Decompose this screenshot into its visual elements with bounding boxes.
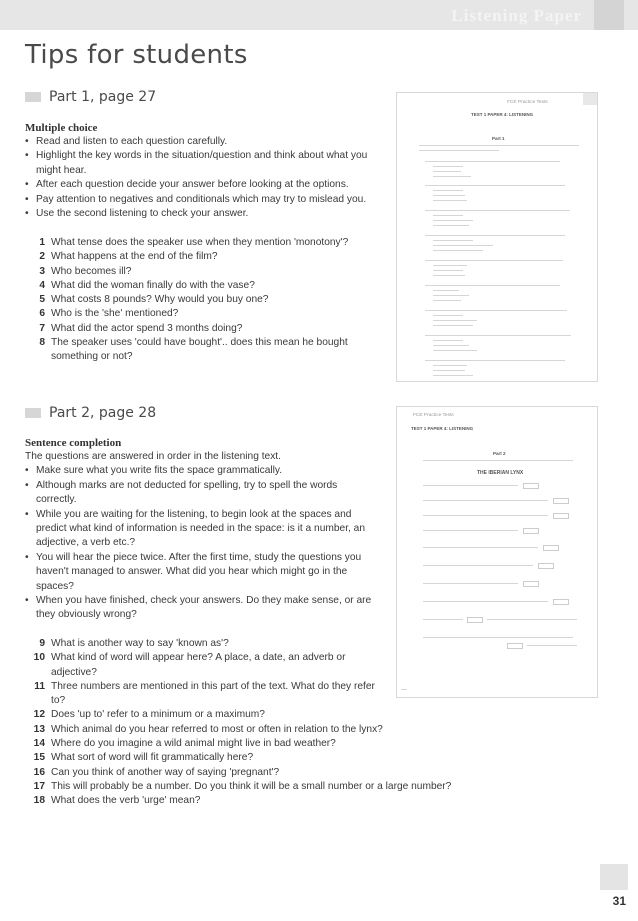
tip-bullet: • Highlight the key words in the situation/question and think about what you might hear. [25, 150, 368, 176]
question-item: 10 What kind of word will appear here? A place, a date, an adverb or adjective? [33, 652, 346, 678]
thumbnail-section: Part 2 [493, 451, 506, 456]
tip-bullet: • Make sure what you write fits the space grammatically. [25, 465, 283, 477]
part2-title: Part 2, page 28 [49, 405, 157, 421]
question-item: 5 What costs 8 pounds? Why would you buy one? [39, 294, 269, 306]
tip-bullet: • Use the second listening to check your answer. [25, 208, 249, 220]
section-title: Listening Paper [451, 6, 582, 25]
part1-questions [25, 236, 371, 365]
question-item: 1 What tense does the speaker use when they mention 'monotony'? [39, 237, 349, 248]
question-item: 6 Who is the 'she' mentioned? [39, 308, 179, 320]
page-number: 31 [612, 894, 626, 908]
part2-tips [25, 450, 380, 623]
thumbnail-running-head: FCE Practice Tests [507, 100, 548, 105]
header-tab [594, 0, 624, 30]
question-item: 14 Where do you imagine a wild animal might live in bad weather? [33, 738, 336, 750]
question-item: 2 What happens at the end of the film? [39, 251, 218, 263]
header-bar [0, 0, 638, 30]
thumbnail-tab [583, 93, 597, 105]
question-item: 13 Which animal do you hear referred to most or often in relation to the lynx? [33, 723, 383, 735]
question-item: 12 Does 'up to' refer to a minimum or a maximum? [33, 709, 265, 721]
part1-exam-thumbnail [396, 92, 598, 382]
question-item: 7 What did the actor spend 3 months doing? [39, 322, 243, 334]
question-item: 11 Three numbers are mentioned in this part of the text. What do they refer to? [34, 680, 375, 707]
question-item: 9 What is another way to say 'known as'? [39, 638, 229, 649]
page-title: Tips for students [25, 40, 248, 70]
question-item: 17 This will probably be a number. Do you think it will be a small number or a large number? [33, 780, 452, 792]
question-item: 3 Who becomes ill? [39, 265, 132, 277]
part1-tips [25, 135, 380, 221]
thumbnail-section: Part 1 [492, 136, 505, 141]
tip-bullet: • Pay attention to negatives and conditionals which may try to mislead you. [25, 193, 367, 205]
part1-heading [25, 89, 156, 105]
part2-heading [25, 405, 156, 421]
thumbnail-heading: THE IBERIAN LYNX [477, 470, 524, 476]
part2-subheading: Sentence completion [25, 437, 122, 449]
thumbnail-title: TEST 1 PAPER 4: LISTENING [471, 112, 534, 117]
thumbnail-title: TEST 1 PAPER 4: LISTENING [411, 426, 474, 431]
tip-bullet: • You will hear the piece twice. After the first time, study the questions you haven't managed to answer. What did you hear which might go in the spaces? [25, 551, 362, 592]
footer-tab [600, 864, 628, 890]
question-item: 16 Can you think of another way of saying 'pregnant'? [33, 766, 280, 778]
part2-intro: The questions are answered in order in the listening text. [25, 451, 281, 462]
question-item: 15 What sort of word will fit grammatically here? [33, 752, 254, 764]
question-item: 18 What does the verb 'urge' mean? [33, 795, 201, 807]
question-item: 8 The speaker uses 'could have bought'.. does this mean he bought something or not? [39, 337, 348, 363]
tip-bullet: • Although marks are not deducted for spelling, try to spell the words correctly. [25, 479, 338, 506]
tip-bullet: • When you have finished, check your answers. Do they make sense, or are they obviously wrong? [25, 595, 372, 621]
part2-exam-thumbnail [396, 406, 598, 698]
part-marker [25, 408, 41, 418]
part1-subheading: Multiple choice [25, 122, 98, 134]
tip-bullet: • While you are waiting for the listening, to begin look at the spaces and predict what kind of information is needed in the space: is it a number, an adjective, a verb etc.? [25, 508, 366, 549]
part-marker [25, 92, 41, 102]
question-item: 4 What did the woman finally do with the vase? [39, 279, 255, 291]
thumbnail-running-head: FCE Practice Tests [413, 413, 454, 418]
tip-bullet: • After each question decide your answer before looking at the options. [25, 179, 349, 191]
tip-bullet: • Read and listen to each question carefully. [25, 136, 228, 147]
part1-title: Part 1, page 27 [49, 89, 157, 105]
